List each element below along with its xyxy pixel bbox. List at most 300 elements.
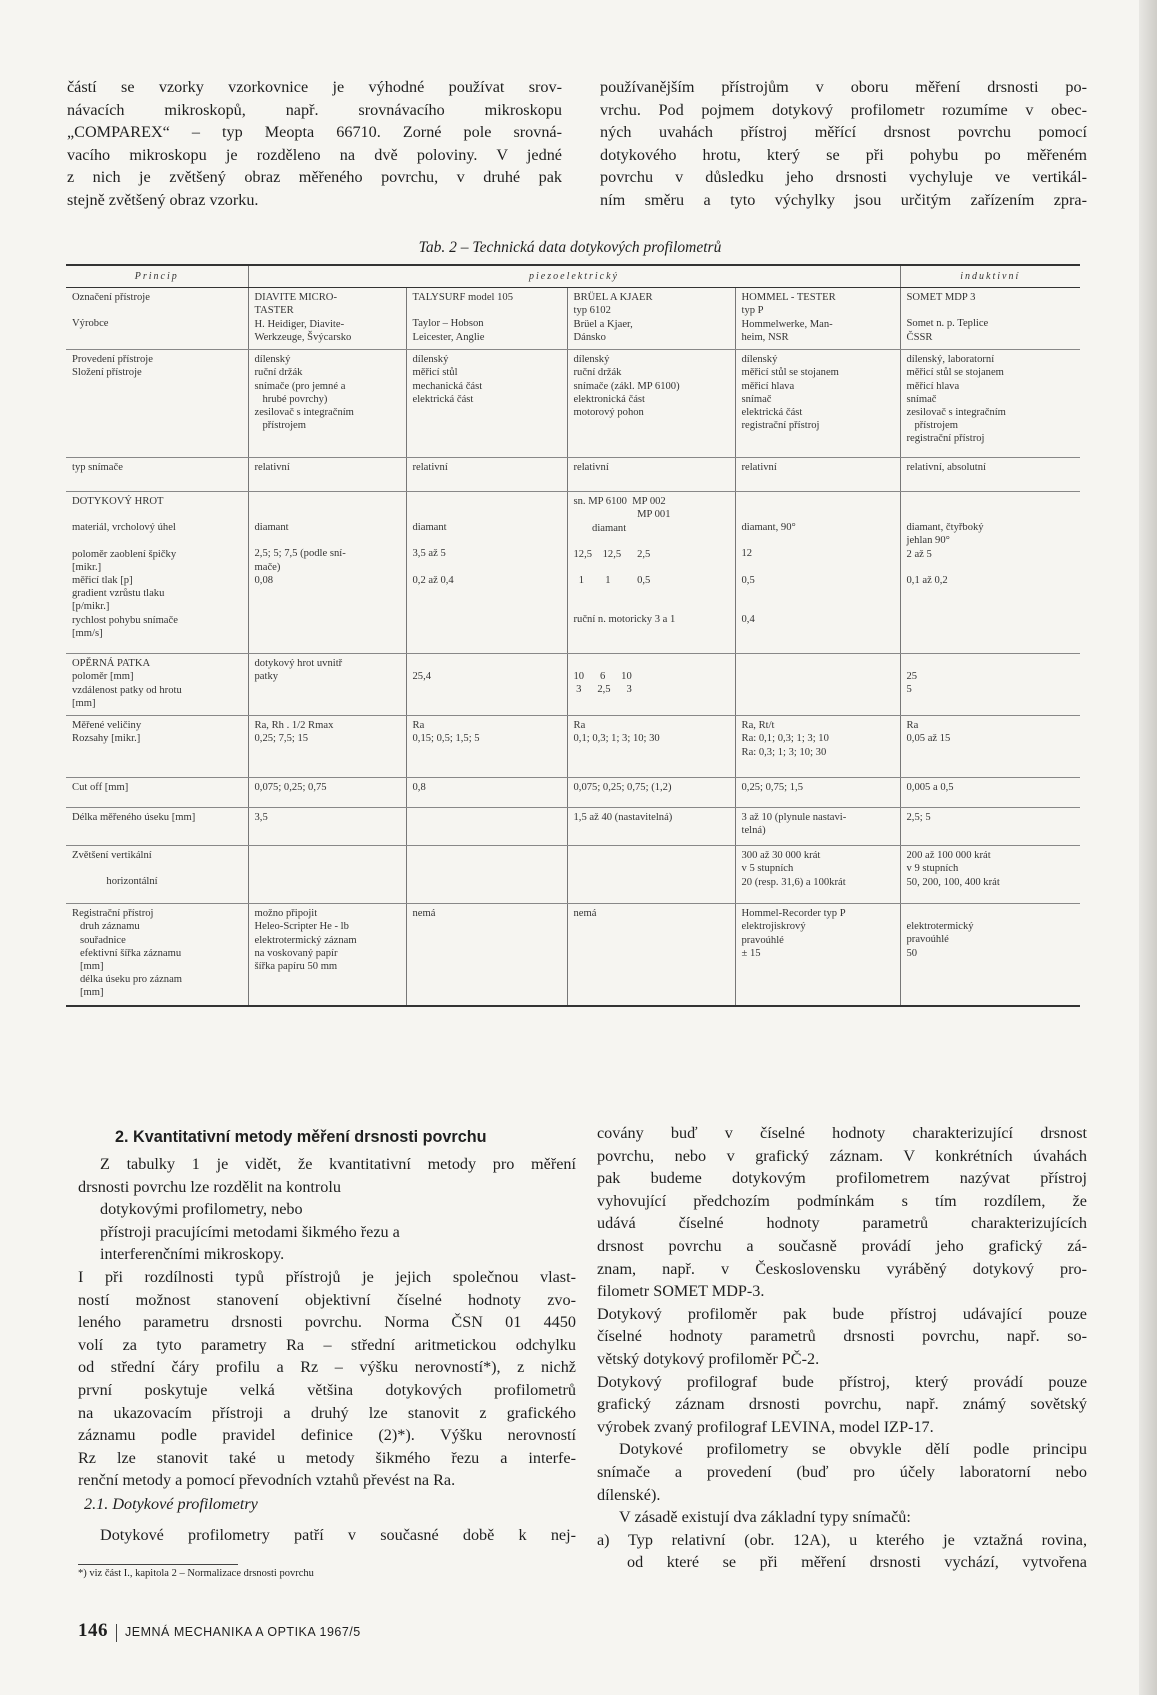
text-line: Rz lze stanovit také u metody šikmého řezu a interfe- xyxy=(78,1448,576,1467)
table-cell xyxy=(248,846,406,904)
table-cell xyxy=(248,458,406,492)
text-line: renční metody a pomocí převodních vztahů převést na Ra. xyxy=(78,1471,456,1490)
text-line: znam, např. v Československu vyráběný dotykový pro- xyxy=(597,1259,1087,1278)
cell-text: 20 (resp. 31,6) a 100krát xyxy=(741,876,846,888)
row-label-cell xyxy=(66,904,248,1006)
table-cell xyxy=(567,654,735,716)
row-label-cell xyxy=(66,458,248,492)
cell-text: dílenský xyxy=(412,354,449,366)
cell-text: efektivní šířka záznamu xyxy=(72,947,182,959)
text-line: pak budeme dotykovým profilometrem nazývat přístroj xyxy=(597,1169,1087,1188)
cell-text: na voskovaný papír xyxy=(254,947,338,959)
table-cell xyxy=(900,458,1080,492)
cell-text: 50, 200, 100, 400 krát xyxy=(906,876,1000,888)
table-cell xyxy=(248,904,406,1006)
text-line: číselné hodnoty parametrů drsnosti povrchu, např. so- xyxy=(597,1327,1087,1346)
text-line: Dotykové profilometry se obvykle dělí podle principu xyxy=(619,1440,1087,1459)
cell-text: materiál, vrcholový úhel xyxy=(72,522,176,534)
footnote-rule xyxy=(78,1564,238,1565)
table-cell xyxy=(248,288,406,350)
text-line: volí za tyto parametry Ra – střední aritmetickou odchylku xyxy=(78,1335,576,1354)
cell-text: dílenský xyxy=(573,354,610,366)
table-cell xyxy=(900,808,1080,846)
cell-text xyxy=(907,495,1075,508)
cell-text: vzdálenost patky od hrotu xyxy=(72,684,182,696)
cell-text: gradient vzrůstu tlaku xyxy=(72,588,165,600)
cell-text: 0,8 xyxy=(412,782,426,794)
cell-text: sn. MP 6100 MP 002 xyxy=(573,496,666,508)
cell-text: relativní, absolutní xyxy=(906,462,986,474)
table-cell xyxy=(567,808,735,846)
cell-text xyxy=(574,561,729,574)
header-piezo: piezoelektrický xyxy=(248,265,900,288)
cell-text: elektronická část xyxy=(573,393,645,405)
row-label-cell xyxy=(66,350,248,458)
row-label-cell xyxy=(66,492,248,654)
table-cell xyxy=(567,492,735,654)
cell-text: [mm] xyxy=(72,697,96,709)
cell-text: Označení přístroje xyxy=(72,292,150,304)
table-cell xyxy=(735,458,900,492)
cell-text: diamant xyxy=(254,522,289,534)
cell-text: Ra xyxy=(412,720,425,732)
cell-text: Heleo-Scripter He - lb xyxy=(254,921,349,933)
cell-text: SOMET MDP 3 xyxy=(906,292,976,304)
cell-text: H. Heidiger, Diavite- xyxy=(254,318,345,330)
cell-text: relativní xyxy=(254,462,290,474)
text-line: dotykovými profilometry, nebo xyxy=(100,1200,303,1219)
cell-text: Zvětšení vertikální xyxy=(72,850,152,862)
cell-text: elektrotermický záznam xyxy=(254,934,357,946)
cell-text: Ra, Rt/t xyxy=(741,720,775,732)
cell-text: 12,5 12,5 2,5 xyxy=(573,548,651,560)
text-line: od střední čáry profilu a Rz – výšku nerovností*), z nichž xyxy=(78,1358,576,1377)
page-footer xyxy=(78,1620,361,1642)
cell-text: registrační přístroj xyxy=(741,420,820,432)
cell-text: Brüel a Kjaer, xyxy=(573,318,633,330)
cell-text: [mm/s] xyxy=(72,627,103,639)
cell-text: poloměr zaoblení špičky xyxy=(72,548,177,560)
table-cell xyxy=(567,716,735,778)
text-line: grafický záznam drsnosti povrchu, např. známý sovětský xyxy=(597,1395,1087,1414)
cell-text: 0,15; 0,5; 1,5; 5 xyxy=(412,733,480,745)
table-row xyxy=(66,846,1080,904)
bottom-right-column xyxy=(597,1122,1087,1574)
cell-text: 2,5; 5; 7,5 (podle sní- xyxy=(254,548,346,560)
cell-text: ruční držák xyxy=(573,367,622,379)
cell-text: 0,1 až 0,2 xyxy=(906,574,948,586)
cell-text: ruční n. motoricky 3 a 1 xyxy=(573,614,676,626)
cell-text: 5 xyxy=(906,684,912,696)
cell-text: pravoúhlé xyxy=(741,934,784,946)
cell-text: Složení přístroje xyxy=(72,367,142,379)
cell-text: Dánsko xyxy=(573,331,606,343)
cell-text xyxy=(413,508,561,521)
cell-text xyxy=(574,587,729,600)
cell-text: Rozsahy [mikr.] xyxy=(72,733,141,745)
cell-text xyxy=(255,508,400,521)
table-row xyxy=(66,654,1080,716)
cell-text: Provedení přístroje xyxy=(72,354,153,366)
cell-text: Hommel-Recorder typ P xyxy=(741,908,846,920)
cell-text: elektrická část xyxy=(412,393,474,405)
text-line: výrobek zvaný profilograf LEVINA, model IZP-17. xyxy=(597,1417,934,1436)
cell-text: Ra, Rh . 1/2 Rmax xyxy=(254,720,334,732)
cell-text: Délka měřeného úseku [mm] xyxy=(72,812,196,824)
cell-text: 0,25; 0,75; 1,5 xyxy=(741,782,804,794)
cell-text: zesilovač s integračním xyxy=(906,407,1006,419)
cell-text: 300 až 30 000 krát xyxy=(741,850,821,862)
cell-text: 0,075; 0,25; 0,75; (1,2) xyxy=(573,782,672,794)
cell-text: měřicí stůl xyxy=(412,367,458,379)
text-line: částí se vzorky vzorkovnice je výhodné používat srov- xyxy=(67,78,562,96)
table-cell xyxy=(900,846,1080,904)
table-cell xyxy=(735,350,900,458)
cell-text: měřicí hlava xyxy=(741,380,795,392)
cell-text: Ra xyxy=(906,720,919,732)
cell-text: 1 1 0,5 xyxy=(573,575,651,587)
table-cell xyxy=(735,716,900,778)
cell-text xyxy=(742,561,894,574)
cell-text: 0,005 a 0,5 xyxy=(906,782,954,794)
cell-text: ČSSR xyxy=(906,331,933,343)
cell-text: DOTYKOVÝ HROT xyxy=(72,496,164,508)
table-cell xyxy=(900,350,1080,458)
table-cell xyxy=(735,654,900,716)
table-cell xyxy=(900,778,1080,808)
text-line: drsnost povrchu a současně provádí jeho grafický zá- xyxy=(597,1236,1087,1255)
table-cell xyxy=(567,350,735,458)
cell-text: BRÜEL A KJAER xyxy=(573,292,653,304)
cell-text xyxy=(413,849,561,862)
cell-text: v 9 stupních xyxy=(906,863,959,875)
text-line: návacích mikroskopů, např. srovnávacího mikroskopu xyxy=(67,100,562,119)
table-cell xyxy=(406,654,567,716)
cell-text: typ snímače xyxy=(72,462,123,474)
cell-text: relativní xyxy=(573,462,609,474)
text-line: dílenské). xyxy=(597,1485,661,1504)
journal-name: JEMNÁ MECHANIKA A OPTIKA 1967/5 xyxy=(125,1625,361,1639)
cell-text xyxy=(574,535,729,548)
cell-text: snímač xyxy=(741,393,772,405)
table-row xyxy=(66,288,1080,350)
table-cell xyxy=(735,808,900,846)
table-cell xyxy=(406,492,567,654)
cell-text xyxy=(907,657,1075,670)
cell-text: 0,05 až 15 xyxy=(906,733,951,745)
cell-text: měřicí hlava xyxy=(906,380,960,392)
table-cell xyxy=(406,716,567,778)
table-cell xyxy=(567,778,735,808)
table-cell xyxy=(248,492,406,654)
cell-text xyxy=(413,534,561,547)
cell-text: 25,4 xyxy=(412,671,432,683)
cell-text: TASTER xyxy=(254,305,294,317)
cell-text: OPĚRNÁ PATKA xyxy=(72,658,151,670)
cell-text: Werkzeuge, Švýcarsko xyxy=(254,331,352,343)
cell-text xyxy=(742,495,894,508)
cell-text: typ P xyxy=(741,305,764,317)
cell-text: HOMMEL - TESTER xyxy=(741,292,836,304)
cell-text: 1,5 až 40 (nastavitelná) xyxy=(573,812,673,824)
cell-text: 2 až 5 xyxy=(906,548,932,560)
table-cell xyxy=(900,654,1080,716)
table-cell xyxy=(248,350,406,458)
table-row xyxy=(66,492,1080,654)
table-cell xyxy=(567,846,735,904)
header-induktivni: induktivní xyxy=(900,265,1080,288)
cell-text: 25 xyxy=(906,671,918,683)
table-cell xyxy=(900,716,1080,778)
cell-text xyxy=(742,657,894,670)
cell-text: 10 6 10 xyxy=(573,671,632,683)
table-cell xyxy=(900,288,1080,350)
cell-text: měřicí stůl se stojanem xyxy=(906,367,1004,379)
text-line: udává číselné hodnoty parametrů charakterizujících xyxy=(597,1214,1087,1233)
table-cell xyxy=(248,716,406,778)
text-line: vacího mikroskopu je rozděleno na dvě poloviny. V jedné xyxy=(67,145,562,164)
cell-text: měřicí stůl se stojanem xyxy=(741,367,839,379)
cell-text: Cut off [mm] xyxy=(72,782,129,794)
cell-text: 0,08 xyxy=(254,574,274,586)
cell-text: diamant, čtyřboký xyxy=(906,522,984,534)
cell-text xyxy=(742,534,894,547)
text-line: interferenčními mikroskopy. xyxy=(100,1245,285,1264)
cell-text: pravoúhlé xyxy=(906,934,949,946)
cell-text xyxy=(72,508,242,521)
cell-text xyxy=(255,849,400,862)
cell-text: 200 až 100 000 krát xyxy=(906,850,991,862)
bottom-left-column xyxy=(78,1153,576,1492)
cell-text: 3,5 xyxy=(254,812,268,824)
cell-text: elektrotermický xyxy=(906,921,974,933)
cell-text: 2,5; 5 xyxy=(906,812,931,824)
cell-text: diamant xyxy=(412,522,447,534)
cell-text: relativní xyxy=(741,462,777,474)
text-line: Dotykový profiloměr pak bude přístroj udávající pouze xyxy=(597,1304,1087,1323)
table-cell xyxy=(406,778,567,808)
cell-text: 0,075; 0,25; 0,75 xyxy=(254,782,327,794)
table-cell xyxy=(900,492,1080,654)
text-line: povrchu, nebo v grafický záznam. V konkrétních úvahách xyxy=(597,1146,1087,1165)
cell-text: ruční držák xyxy=(254,367,303,379)
cell-text: snímače (pro jemné a xyxy=(254,380,346,392)
cell-text: Hommelwerke, Man- xyxy=(741,318,833,330)
cell-text xyxy=(907,561,1075,574)
cell-text xyxy=(574,849,729,862)
footnote: *) viz část I., kapitola 2 – Normalizace drsnosti povrchu xyxy=(78,1568,314,1579)
cell-text: dílenský xyxy=(254,354,291,366)
top-left-column xyxy=(67,76,562,212)
text-line: I při rozdílnosti typů přístrojů je jejich společnou vlast- xyxy=(78,1267,576,1286)
cell-text: mechanická část xyxy=(412,380,483,392)
cell-text: rychlost pohybu snímače xyxy=(72,614,178,626)
cell-text: druh záznamu xyxy=(72,921,140,933)
cell-text: [p/mikr.] xyxy=(72,601,110,613)
table-header-row xyxy=(66,265,1080,288)
cell-text: [mm] xyxy=(72,961,104,973)
text-line: V zásadě existují dva základní typy snímačů: xyxy=(619,1508,911,1527)
table-cell xyxy=(567,904,735,1006)
table-row xyxy=(66,904,1080,1006)
cell-text xyxy=(413,561,561,574)
cell-text: Registrační přístroj xyxy=(72,908,154,920)
text-line: snímače a provedení (buď pro účely laboratorní nebo xyxy=(597,1462,1087,1481)
table-cell xyxy=(900,904,1080,1006)
cell-text: snímače (zákl. MP 6100) xyxy=(573,380,680,392)
cell-text xyxy=(413,657,561,670)
cell-text: diamant, 90° xyxy=(741,522,796,534)
cell-text: 0,5 xyxy=(741,574,755,586)
text-line: ností možnost stanovení objektivní číselné hodnoty zvo- xyxy=(78,1290,576,1309)
cell-text: 0,2 až 0,4 xyxy=(412,574,454,586)
table-cell xyxy=(406,846,567,904)
cell-text: registrační přístroj xyxy=(906,433,985,445)
cell-text: [mm] xyxy=(72,987,104,999)
cell-text: patky xyxy=(254,671,279,683)
cell-text xyxy=(742,508,894,521)
cell-text xyxy=(72,304,242,317)
footer-divider xyxy=(116,1624,117,1642)
cell-text: telná) xyxy=(741,825,766,837)
page-edge xyxy=(1139,0,1157,1695)
cell-text xyxy=(413,304,561,317)
table-caption: Tab. 2 – Technická data dotykových profilometrů xyxy=(418,239,722,256)
cell-text: Ra: 0,1; 0,3; 1; 3; 10 xyxy=(741,733,829,745)
text-line: vyhovující předchozím podmínkám s tím rozdílem, že xyxy=(597,1191,1087,1210)
cell-text: TALYSURF model 105 xyxy=(412,292,513,304)
text-line: leného parametru drsnosti povrchu. Norma ČSN 01 4450 xyxy=(78,1313,576,1332)
table-cell xyxy=(735,492,900,654)
cell-text: možno připojit xyxy=(254,908,318,920)
cell-text: dílenský, laboratorní xyxy=(906,354,995,366)
text-line: větský dotykový profiloměr PČ-2. xyxy=(597,1349,820,1368)
text-line: drsnosti povrchu lze rozdělit na kontrolu xyxy=(78,1177,341,1196)
cell-text: délka úseku pro záznam xyxy=(72,974,183,986)
table-row xyxy=(66,716,1080,778)
table-cell xyxy=(248,778,406,808)
cell-text xyxy=(574,600,729,613)
cell-text: elektrojiskrový xyxy=(741,921,806,933)
text-line: ním směru a tyto výchylky jsou určitým zařízením zpra- xyxy=(600,190,1087,209)
table-cell xyxy=(735,846,900,904)
cell-text: Ra: 0,3; 1; 3; 10; 30 xyxy=(741,746,827,758)
text-line: ných uvahách přístroj měřící drsnost povrchu pomocí xyxy=(600,123,1087,142)
text-line: a) Typ relativní (obr. 12A), u kterého je vztažná rovina, xyxy=(597,1530,1087,1549)
table-cell xyxy=(567,288,735,350)
cell-text: Leicester, Anglie xyxy=(412,331,485,343)
cell-text: dílenský xyxy=(741,354,778,366)
cell-text: Somet n. p. Teplice xyxy=(906,318,989,330)
cell-text: motorový pohon xyxy=(573,407,644,419)
table-row xyxy=(66,458,1080,492)
cell-text: [mikr.] xyxy=(72,561,102,573)
cell-text xyxy=(72,535,242,548)
cell-text xyxy=(574,657,729,670)
text-line: od které se při měření drsnosti vychází, vytvořena xyxy=(627,1553,1087,1572)
cell-text: 0,4 xyxy=(741,613,755,625)
cell-text: snímač xyxy=(906,393,937,405)
cell-text xyxy=(413,811,561,824)
table-row xyxy=(66,808,1080,846)
bottom-left-continuation xyxy=(78,1524,576,1547)
cell-text: Taylor – Hobson xyxy=(412,318,484,330)
cell-text: zesilovač s integračním xyxy=(254,407,354,419)
cell-text xyxy=(907,907,1075,920)
cell-text xyxy=(907,508,1075,521)
subsection-heading: 2.1. Dotykové profilometry xyxy=(84,1495,258,1513)
text-line: Dotykový profilograf bude přístroj, který provádí pouze xyxy=(597,1372,1087,1391)
cell-text: Ra xyxy=(573,720,586,732)
table-cell xyxy=(248,808,406,846)
row-label-cell xyxy=(66,288,248,350)
cell-text: dotykový hrot uvnitř xyxy=(254,658,343,670)
cell-text: DIAVITE MICRO- xyxy=(254,292,337,304)
text-line: covány buď v číselné hodnoty charakterizující drsnost xyxy=(597,1124,1087,1142)
text-line: z nich je zvětšený obraz měřeného povrchu, v druhé pak xyxy=(67,168,562,187)
text-line: vrchu. Pod pojmem dotykový profilometr rozumíme v obec- xyxy=(600,100,1087,119)
table-cell xyxy=(735,904,900,1006)
text-line: filometr SOMET MDP-3. xyxy=(597,1282,765,1301)
table-row xyxy=(66,778,1080,808)
cell-text: 3,5 až 5 xyxy=(412,548,446,560)
table-cell xyxy=(406,458,567,492)
cell-text: 3 až 10 (plynule nastavi- xyxy=(741,812,847,824)
technical-data-table xyxy=(66,264,1080,1007)
cell-text: v 5 stupních xyxy=(741,863,794,875)
cell-text: souřadnice xyxy=(72,934,126,946)
row-label-cell xyxy=(66,654,248,716)
cell-text: 3 2,5 3 xyxy=(573,684,632,696)
cell-text xyxy=(255,534,400,547)
text-line: Dotykové profilometry patří v současné době k nej- xyxy=(100,1526,576,1544)
cell-text: nemá xyxy=(412,908,436,920)
cell-text: relativní xyxy=(412,462,448,474)
table-cell xyxy=(406,350,567,458)
table-cell xyxy=(735,288,900,350)
table-body xyxy=(66,288,1080,1006)
text-line: Z tabulky 1 je vidět, že kvantitativní metody pro měření xyxy=(100,1155,576,1173)
table-cell xyxy=(406,288,567,350)
cell-text xyxy=(742,587,894,600)
cell-text: přístrojem xyxy=(254,420,306,432)
header-princip: Princip xyxy=(66,265,248,288)
text-line: dotykového hrotu, který se při pohybu po měřeném xyxy=(600,145,1087,164)
cell-text: MP 001 xyxy=(573,509,671,521)
cell-text: ± 15 xyxy=(741,947,761,959)
cell-text xyxy=(907,304,1075,317)
cell-text: nemá xyxy=(573,908,597,920)
page-number: 146 xyxy=(78,1620,108,1641)
row-label-cell xyxy=(66,716,248,778)
cell-text: poloměr [mm] xyxy=(72,671,134,683)
table-cell xyxy=(248,654,406,716)
cell-text: jehlan 90° xyxy=(906,535,950,547)
cell-text: typ 6102 xyxy=(573,305,611,317)
text-line: „COMPAREX“ – typ Meopta 66710. Zorné pole srovná- xyxy=(67,123,562,142)
cell-text xyxy=(413,495,561,508)
cell-text: přístrojem xyxy=(906,420,958,432)
text-line: používanějším přístrojům v oboru měření drsnosti po- xyxy=(600,78,1087,96)
text-line: povrchu v důsledku jeho drsnosti vychyluje ve vertikál- xyxy=(600,168,1087,187)
cell-text xyxy=(255,495,400,508)
text-line: stejně zvětšený obraz vzorku. xyxy=(67,190,259,209)
cell-text: diamant xyxy=(573,522,627,534)
row-label-cell xyxy=(66,846,248,904)
text-line: přístroji pracujícími metodami šikmého řezu a xyxy=(100,1222,400,1241)
row-label-cell xyxy=(66,778,248,808)
cell-text: 50 xyxy=(906,947,918,959)
